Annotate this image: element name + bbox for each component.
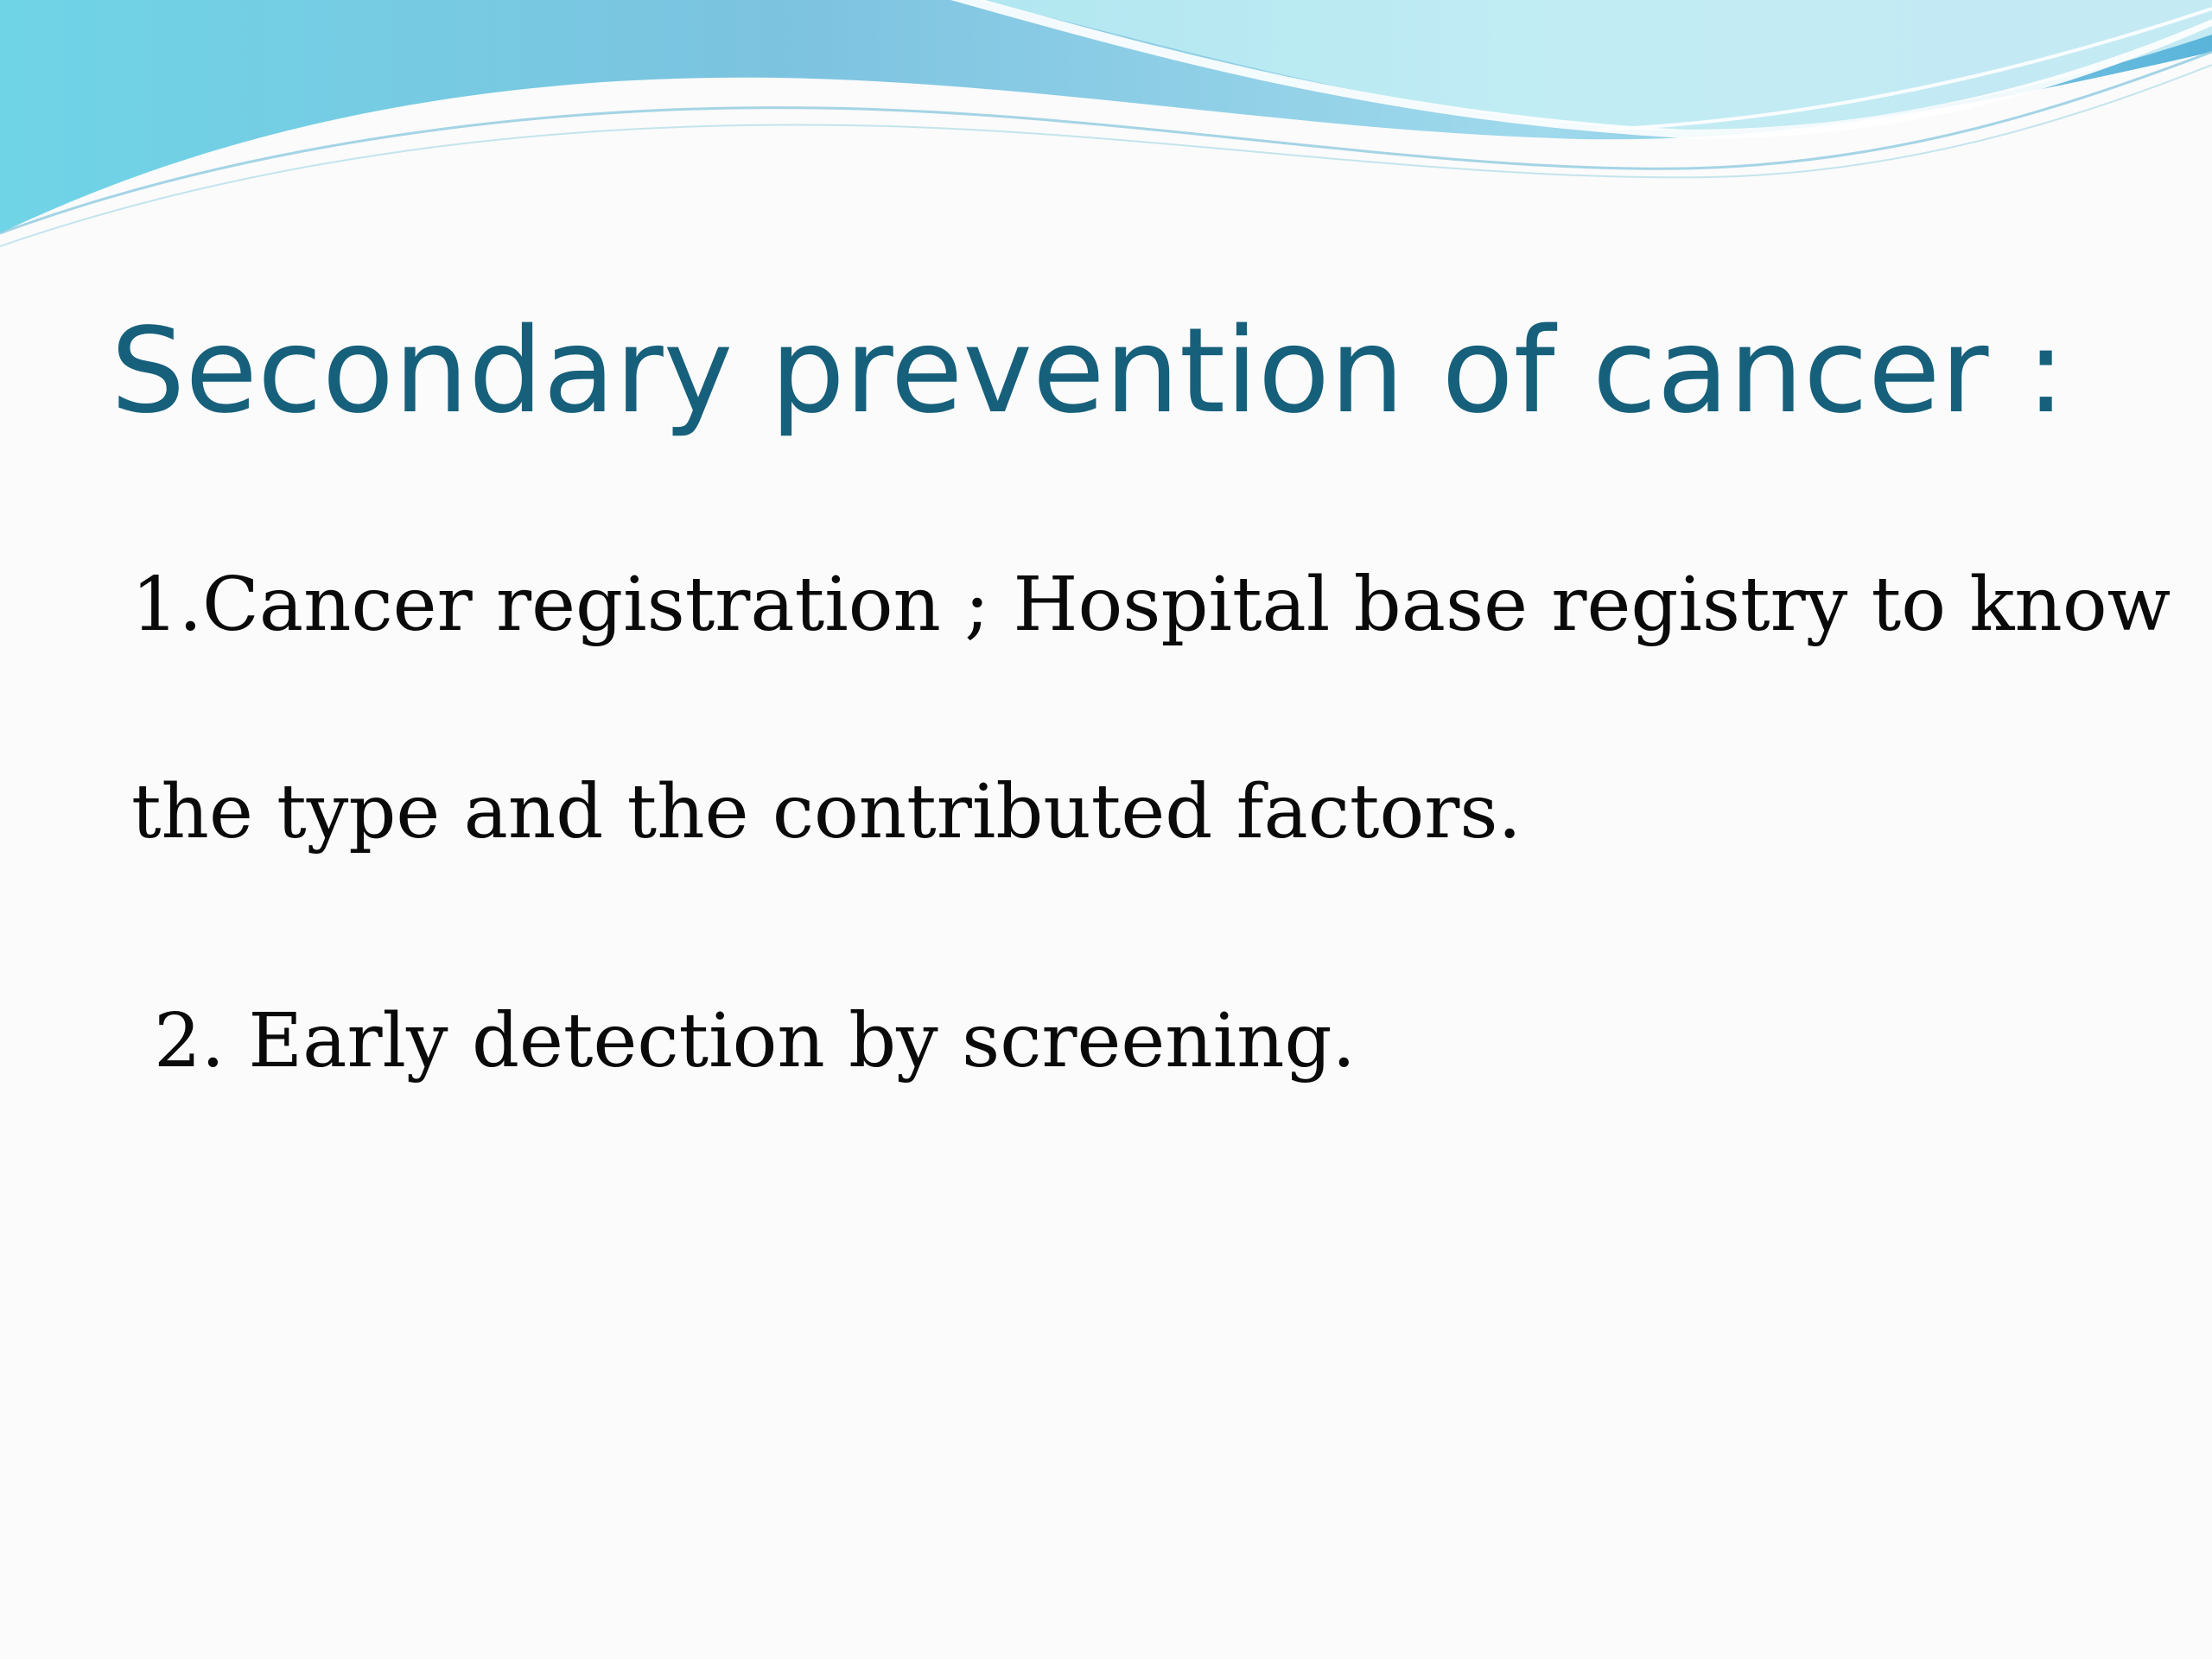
body-line-2: the type and the contributed factors. bbox=[131, 769, 1522, 855]
body-line-3: 2. Early detection by screening. bbox=[154, 998, 1356, 1084]
wave-header-decoration bbox=[0, 0, 2212, 259]
body-line-1: 1.Cancer registration ; Hospital base registry to know bbox=[131, 562, 2171, 648]
slide-title: Secondary prevention of cancer : bbox=[111, 303, 2066, 440]
